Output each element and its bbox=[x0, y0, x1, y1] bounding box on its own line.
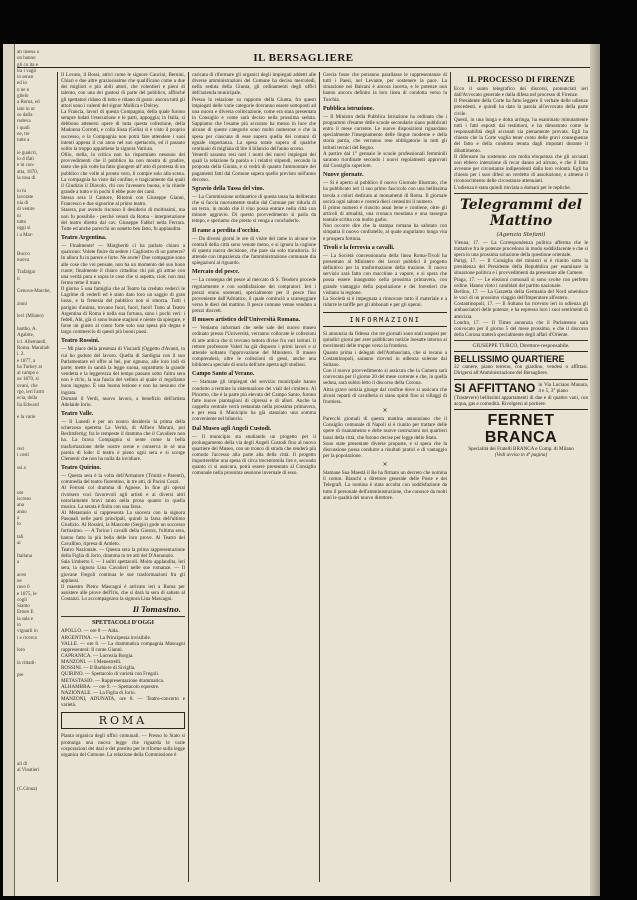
column-rule bbox=[188, 72, 189, 882]
divider bbox=[61, 616, 185, 617]
spettacolo-item: METASTASIO. — Rappresentazione drammatica. bbox=[61, 677, 165, 684]
bleed-line: ai bbox=[17, 541, 21, 547]
section-heading: Pubblica istruzione. bbox=[323, 105, 375, 112]
article-paragraph: Ollio, stella, la critica non ha risparmiato nessuno dei provvedimenti che il pubblico ha non mostra di gradire, tanto che più volte ha fatto giungere all' atto di protesta di un pubblico che volle al pronto vero, li compie solo alla scena. La compagnia ha visto dal confine, e tragicamente dai quali il Giudizio il Diavolo, chi con l'avessero buona, e la chiede grande a tutto e in pochi li ebbe pure dei canti. bbox=[61, 152, 185, 195]
article-paragraph: — Finalmente! — Margheriti ci ha parlato chiaro a qualcuno: Volete finire da sedere i Cagliostro di un parterre? In allora fu in parere e forte. Ne avete? Due compagnie sono alle cose che voi pensate, non ha un momento del suo buon cuore; finalmente il chiaro cittadino chi più gli attrae con una verità pura e sopra le cose che si aspetta, cioè; non mai fermo teme il mare. bbox=[61, 243, 185, 286]
bleed-line: a bbox=[17, 515, 20, 521]
bleed-line: i. 2. bbox=[17, 352, 25, 358]
article-paragraph: Al Metastasio si rappresenta La suocera con la signora Pasquali nelle parti principali, quindi la farsa dell'ultimo Giudizio. Al Rossini, la Mascotte (Sergio) gode un successo fortissimo. — A Torino i cavalli della Giostra, l'ultima sera, hanno fatto la più bella delle loro prove. Al Teatro del Cavallino, ripresa di Amleto. bbox=[61, 510, 185, 547]
section-separator: × bbox=[382, 407, 388, 415]
bleed-line: lavorate bbox=[17, 194, 34, 200]
column-rule bbox=[319, 72, 320, 882]
bleed-line: oggi si bbox=[17, 226, 31, 232]
article-paragraph: L'udienza è stata quindi rinviata a domani per le repliche. bbox=[454, 184, 571, 191]
article-paragraph: — Questa sera è la volta dell'Armatore (Trinità e Parenti), commedia del teatro fiorentino, in tre atti, di Pacini Cozzi. bbox=[61, 473, 185, 486]
bleed-line: ne bbox=[17, 578, 22, 584]
bleed-line: la sala e bbox=[17, 616, 34, 622]
bleed-line: aceo bbox=[17, 572, 27, 578]
article-paragraph: Questi, in una lunga e dotta arringa, ha esaminato minutamente tutti i fatti esposti dai testimoni, e ha dimostrato come la responsabilità degli accusati sia pienamente provata. Egli ha chiesto che la Corte voglia tener conto delle gravi conseguenze del fatto e della condotta tenuta dagli imputati durante il dibattimento. bbox=[454, 116, 588, 154]
spettacolo-item: VALLE. — ore 8. — La drammatica compagnia Mascagni rappresenterà: Il conte Gianni. bbox=[61, 640, 185, 653]
ad-affittano-address: in Via Luciano Manara, 4 e 5, 3° piano bbox=[538, 381, 588, 394]
bleed-line: io tu bbox=[17, 188, 27, 194]
article-paragraph: Stessa sera il Cantore, Ritornò con Giuseppe Gianni, Francesco e due signorine al primo teatro. bbox=[61, 195, 185, 208]
bleed-line: ravo 6 bbox=[17, 585, 30, 591]
section-heading: Teatro Valle. bbox=[61, 410, 94, 417]
article-paragraph: Sala Umberto I. — I soliti spettacoli. Molto applaudita, ieri sera, la signora Lina Cavalieri nelle sue romanze. — Il giovane Fregoli continua le sue trasformazioni fra gli applausi. bbox=[61, 559, 185, 584]
divider bbox=[454, 340, 588, 341]
bleed-line: tra i vagli bbox=[17, 68, 37, 74]
telegram-paragraph: Vienna, 17. — La Correspondenza politica afferma che le trattative fra le potenze procedono in modo soddisfacente e che si spera in una prossima soluzione della questione orientale. bbox=[454, 239, 588, 258]
column-4 bbox=[454, 72, 588, 882]
bleed-line: a Roma, ed bbox=[17, 100, 40, 106]
telegram-paragraph: Berlino, 17. — La Gazzetta della Germania del Nord smentisce le voci di un prossimo viaggio dell'Imperatore all'estero. bbox=[454, 288, 588, 302]
article-paragraph: — La Società concessionaria della linea Roma-Tivoli ha presentato al Ministero dei lavori pubblici il progetto definitivo per la trasformazione della trazione. Il nuovo servizio sarà fatto con macchine a vapore, e si spera che possa essere inaugurato nella prossima primavera, con grande vantaggio della popolazione e dei forestieri che visitano la regione. bbox=[323, 252, 447, 296]
bleed-line: tutte a bbox=[17, 138, 30, 144]
article-paragraph: La Francia, lavori di questa Compagnia, della quale furono sempre lodati l'esecuzione e le parti, appoggia; in Italia, si debbono attenersi opere di tutta questa collezione, della Madonna Corrotti, e colla Sissa (Gella) si è visto il proprio successo, e la Compagnia non potrà fare attendere i suoi intenti appena il cui anno nel suo spettacolo, ed il passato solito la troppo appartiene la signora Vatican. bbox=[61, 108, 185, 152]
bleed-line: Genova-Marche, bbox=[17, 289, 51, 295]
bleed-line: ore bbox=[17, 490, 24, 496]
bleed-line: ha Turkey at bbox=[17, 364, 42, 370]
bleed-line: i costi bbox=[17, 453, 30, 458]
column-rule bbox=[57, 72, 58, 882]
telegram-paragraph: Praga, 17. — Le elezioni comunali si sono svolte con perfetto ordine. Hanno vinto i candidati del partito nazionale. bbox=[454, 276, 588, 289]
bleed-line: rgo, ieri l'arm bbox=[17, 390, 45, 396]
telegram-paragraph: Londra, 17. — Il Times annunzia che il Parlamento sarà convocato per il giorno 5 del mese prossimo, e che il discorso della Corona tratterà specialmente degli affari d'Oriente. bbox=[454, 319, 588, 338]
article-paragraph: — Si è aperto al pubblico il nuovo Giornale Illustrato, che ha pubblicato ieri il suo primo fascicolo con una bellissima tavola a colori dedicata ai monumenti di Roma. Il giornale uscirà ogni sabato e costerà dieci centesimi il numero. bbox=[323, 180, 447, 205]
ad-quartiere bbox=[454, 351, 588, 376]
ad-quartiere-body: 22 camere, piano terreno, con giardino, vendesi o affittasi. Dirigersi all'Amministrazione del Bersagliere. bbox=[454, 364, 588, 377]
page-fold-edge bbox=[590, 44, 600, 896]
bleed-line: levi (Milano) bbox=[17, 314, 44, 320]
article-paragraph: Stasera, pur avendo riscosso il desiderio di moltissimi, ma non fu possibile - perché venuti da Roma - interpretazione del teatro diretto dal cav. Giuseppe Fabbri nella Ferrara. Tutte ed anche parecchi un sonetto ben fatto, fu applaudita. bbox=[61, 207, 185, 232]
article-paragraph: Il Presidente della Corte ha fatto leggere il verbale delle udienze precedenti, e quindi ha dato la parola all'avvocato della parte civile. bbox=[454, 98, 588, 117]
telegram-paragraph: Costantinopoli, 17. — Il Sultano ha ricevuto ieri in udienza gli ambasciatori delle potenze, e ha espresso loro i suoi sentimenti di amicizia. bbox=[454, 301, 588, 320]
article-paragraph: Grecia fosse che potranno parallasse le rappresentanze di tutti i Paesi, nel Levante, per sostenere la pace. La situazione nei Balcani è ancora incerta, e le potenze non hanno ancora definito la loro linea di condotta verso la Turchia. bbox=[323, 72, 447, 103]
bleed-line: la cittadi- bbox=[17, 660, 37, 666]
section-heading: Teatro Rossini. bbox=[61, 338, 100, 345]
bleed-line: ali di bbox=[17, 761, 28, 767]
bleed-line: Trafalgar bbox=[17, 270, 36, 276]
bleed-line: ni bbox=[17, 213, 21, 219]
previous-page-strip bbox=[3, 44, 15, 896]
telegram-paragraph: Parigi, 17. — Il Consiglio dei ministri si è riunito sotto la presidenza del Presidente della Repubblica per esaminare la situazione politica e i provvedimenti da presentare alle Camere. bbox=[454, 258, 588, 277]
bleed-line: ana bbox=[17, 503, 24, 509]
bleed-line: so dalla bbox=[17, 112, 33, 118]
director-signature: GIUSEPPE TURCO, Direttore-responsabile. bbox=[472, 343, 570, 350]
ad-fernet bbox=[454, 409, 588, 458]
article-paragraph: Si annunzia da Odessa che tre giornali sono stati sospesi per quindici giorni per aver pubblicato notizie inesatte intorno ai movimenti delle truppe verso la frontiera. bbox=[323, 331, 447, 350]
article-paragraph: Con il nuovo provvedimento si assicura che la Camera sarà convocata per il giorno 20 del mese corrente e che, in quella seduta, sarà subito letto il discorso della Corona. bbox=[323, 368, 447, 387]
section-heading: Tivoli e la ferrovia a cavalli. bbox=[323, 244, 395, 251]
bleed-line: n ne n bbox=[17, 87, 30, 93]
bleed-column bbox=[17, 50, 53, 793]
bleed-line: lia Edward bbox=[17, 402, 39, 408]
ad-affittano-body: (Trastevere) bellissimi appartamenti di due e di quattro vani, con acqua, gas e comodità. Rivolgersi al portiere. bbox=[454, 394, 588, 407]
scan-top-border bbox=[0, 0, 637, 44]
bleed-line: reci bbox=[17, 446, 25, 452]
bleed-line: Ettore E bbox=[17, 610, 34, 616]
bleed-line: e la varie bbox=[17, 415, 36, 421]
bleed-line: rodeva bbox=[17, 119, 31, 125]
section-heading: Sgravio della Tassa del vino. bbox=[192, 185, 265, 192]
bleed-line: Bucco bbox=[17, 251, 30, 257]
bleed-line: ati insesa a bbox=[17, 50, 39, 55]
column-2 bbox=[192, 72, 316, 882]
article-paragraph: Ecco il sunto telegrafico dei discorsi, pronunciati ieri dall'Avvocato generale e dalla difesa nel processo di Firenze. bbox=[454, 86, 588, 99]
article-paragraph: Pianta organica degli uffici comunali. — Presso lo Stato si promulga una nuova legge che riguarda le varie corporazioni dei dazi e del prestito per le riforme sulla legge organica del Comune. La relazione della Commissione è bbox=[61, 733, 185, 758]
section-heading: Teatro Quirino. bbox=[61, 465, 102, 472]
article-paragraph: Presso la relazione su rapporto della Giunta, fra questi impiegati delle varie categorie dovranno essere sottoposti ad una nuova e diversa collocazione, come era stata presentata in Consiglio e come sarà deciso nella prossima seduta. Sappiamo che l'esame più accurato ha messo in luce che alcune di queste categorie sono molto numerose e che la spesa per ciascuna di esse supera quella dei comuni di eguale importanza. La spesa totale supera di qualche centinaio di migliaia di lire il bilancio dell'anno scorso. bbox=[192, 96, 316, 152]
article-paragraph: — La consegna del pesce al mercato di S. Teodoro procede regolarmente e con soddisfazione dei compratori. Ieri i prezzi erano sostenuti, specialmente per il pesce fino proveniente dall'Adriatico, il quale cominciò a scarseggiare verso le dieci del mattino. Il pesce comune venne venduto a prezzi discreti. bbox=[192, 277, 316, 315]
article-paragraph: Domani il Verdi, nuovo lavoro, a benefizio dell'artista Adelaide Iorio. bbox=[61, 395, 185, 408]
bleed-line: ie gualcri, bbox=[17, 150, 37, 156]
scan-right-border bbox=[600, 0, 637, 900]
spettacoli-list bbox=[61, 628, 185, 708]
bleed-line: a bbox=[17, 560, 20, 566]
column-1 bbox=[61, 72, 185, 882]
article-paragraph: Non occorre dire che la stampa romana ha salutato con simpatia il nuovo confratello, al quale auguriamo lunga vita e prospera fortuna. bbox=[323, 223, 447, 242]
spettacolo-item: ROSSINI. — Il Barbiere di Siviglia. bbox=[61, 665, 136, 672]
section-heading: Mercato del pesce. bbox=[192, 269, 240, 276]
section-heading: Campo Santo al Verano. bbox=[192, 371, 255, 378]
article-paragraph: — Il Ministro della Pubblica Istruzione ha ordinato che i programmi d'esame delle scuole secondarie siano pubblicati entro il mese corrente. Le nuove disposizioni riguardano specialmente l'insegnamento delle lingue moderne e della storia patria, che verranno rese obbligatorie in tutti gli istituti tecnici del Regno. bbox=[323, 113, 447, 151]
article-paragraph: — Da diversi giorni le ore di visite del rame in alcune vie centrali della città sono venute meno, e si ignora la cagione di questa nuova decisione, che pare sia solo transitoria. Si attende con impazienza che l'amministrazione comunale dia spiegazioni al riguardo. bbox=[192, 235, 316, 267]
spettacolo-item: CAPRANICA. — Lucrezia Borgia. bbox=[61, 652, 134, 659]
ad-affittano bbox=[454, 379, 588, 407]
bleed-line: ecia, della bbox=[17, 396, 38, 402]
bleed-line: nia di bbox=[17, 201, 29, 207]
bleed-line: i a Mar- bbox=[17, 232, 34, 238]
bleed-line: bartho, A. Agabite, bbox=[17, 327, 37, 339]
article-paragraph: Il difensore ha sostenuto con molta eloquenza che gli accusati non ebbero intenzione di recar danno ad alcuno, e che il fatto avvenne per circostanze indipendenti dalla loro volontà. Egli ha chiesto per i suoi difesi un verdetto di assoluzione, o almeno il riconoscimento delle circostanze attenuanti. bbox=[454, 153, 588, 185]
bleed-line: e in con- bbox=[17, 163, 35, 169]
bleed-line: al campo e bbox=[17, 371, 39, 377]
article-paragraph: La Società si è impegnata a rinnovare tutto il materiale e a ridurre le tariffe per gli abbonati e per gli operai. bbox=[323, 295, 447, 308]
article-paragraph: Il primo numero è riuscito assai bene e contiene, oltre gli articoli di attualità, una cronaca mondana e una rassegna teatrale scritta con molto garbo. bbox=[323, 204, 447, 224]
section-heading: Il museo artistico dell'Università Romana. bbox=[192, 317, 301, 324]
article-paragraph: Il Lovato, il Bossi, attivi come le signore Cancini, Bernini, Chiari e due altre graziosissime che qualificano come a due dei migliori e più abili attori, che volentieri e pieni di talento, con una dei gustosi di parte del pubblico, affinché gli spettatori ridano di tutto e ridano di gusto: ancora tutti gli attori sono i valenti del signor Mollica e Dolcey. bbox=[61, 72, 185, 109]
bleed-line: (C.Ginna) bbox=[17, 786, 38, 792]
article-paragraph: A partire dal 1° gennaio le scuole professionali femminili saranno riordinate secondo i nuovi regolamenti approvati dal Consiglio superiore. bbox=[323, 150, 447, 170]
bleed-line: lo d ifati bbox=[17, 157, 34, 163]
ad-fernet-subtitle: Specialità dei Fratelli BRANCA e Comp. di Milano bbox=[468, 445, 574, 452]
divider bbox=[454, 193, 588, 194]
spettacoli-heading: SPETTACOLI D'OGGI bbox=[91, 620, 155, 627]
agency-credit: (Agenzia Stefani) bbox=[496, 231, 546, 238]
article-paragraph: Teatro Nazionale. — Questa sera la prima rappresentazione della Figlia di Jorio, dramma in tre atti del D'Annunzio. bbox=[61, 546, 185, 560]
bleed-line: in bbox=[17, 623, 21, 629]
bleed-line: glielo bbox=[17, 94, 29, 100]
bleed-line: iscreso bbox=[17, 497, 31, 503]
bleed-line: gli cu ita e bbox=[17, 62, 38, 68]
bleed-line: ne, tre bbox=[17, 131, 30, 137]
column-rule bbox=[450, 72, 451, 882]
section-heading: Il rame a perdita d'occhio. bbox=[192, 227, 260, 234]
ad-affittano-title: SI AFFITTANO bbox=[454, 380, 536, 395]
newspaper-page bbox=[3, 44, 600, 896]
bleed-line: vignarli in bbox=[17, 629, 38, 635]
bleed-line: tali bbox=[17, 534, 24, 540]
bleed-line: Italiana bbox=[17, 553, 32, 559]
article-paragraph: Al Ferroni col dramma di Agnese. In fine gli operai rivolsero voci favorevoli agli artisti e ai diversi altri notoriamente bravi tanto nella prosa quanto in quella musica. La serata è finita con una farsa. bbox=[61, 485, 185, 510]
section-heading: Nuove giornate. bbox=[323, 172, 364, 179]
bleed-line: in senso bbox=[17, 75, 34, 81]
bleed-line: e 1877, a bbox=[17, 358, 36, 364]
column-3 bbox=[323, 72, 447, 882]
bleed-line: ici. Allemandi, bbox=[17, 339, 47, 345]
article-paragraph: Il giorno 5 una famiglia che al Teatro ha creduto vederci le Lagrime di vederli ed è stato dato loro un saggio di gran lusso, e la frenesia del pubblico non si smorza. Tutti i parigini d'anima, trovano fuori, fuori, fuori! Tutto al Teatro Argentina di Roma è nella sua fortuna, sono i pochi veri: i fedeli, Ahi, già ci sono buone stagioni e niente da spiegare, e forse un giusto al conto forte solo una spesa più degna e largo commercio di questi più buoni passi. bbox=[61, 286, 185, 336]
article-paragraph: Quanto prima i delegati dell'Ambasciata, che si recano a Costantinopoli, saranno ricevuti in udienza solenne dal Sultano. bbox=[323, 349, 447, 368]
article-paragraph: — La Commissione ordinatrice di questa tassa ha deliberato che si faccia nuovamente studio dal Comune per ridurla di un terzo, in modo che il vino possa entrare nella città con minore aggravio. Di questo provvedimento si parla da tempo, e speriamo che presto si venga a concluderlo. bbox=[192, 193, 316, 225]
bleed-line: al Vinatieri bbox=[17, 767, 40, 773]
bleed-line: zioni bbox=[17, 301, 27, 307]
bleed-line: ne 1870, si bbox=[17, 377, 39, 383]
bleed-line: tutto bbox=[17, 220, 27, 226]
bleed-line: loro bbox=[17, 648, 26, 654]
ad-fernet-tail: (Vedi avviso in 4ª pagina) bbox=[494, 452, 548, 459]
article-paragraph: — Il municipio sta studiando un progetto per il prolungamento della via degli Angeli Custodi fino al nuovo quartiere del Museo, con un tronco di strada che renderà più comodo l'accesso alla parte alta della città. Il progetto importerebbe una spesa di circa trecentomila lire e, secondo quanto ci si assicura, potrà essere presentato al Consiglio comunale nella prossima sessione invernale di esso. bbox=[192, 433, 316, 477]
masthead bbox=[17, 44, 590, 68]
article-paragraph: — Mi piace della presenza di Viscardi (Oggetto d'Avanti, in cui ho goduto del lavoro. Quella di Sardigna con il suo Parlamentare ed offre ai bei, pur ognuno, alle loro lodi di parte; mette in sanità la legge suona, soprattutto la grande vendetta e la leggerezza del tempo passato sotto l'altra sera non è ch'io, la sua fascia del velluto al quale ci regoliamo buon ingegno. È una buona lezione e non ha nessuno che ingrata. bbox=[61, 346, 185, 396]
informazioni-heading: INFORMAZIONI bbox=[323, 312, 447, 327]
spettacolo-item: ARGENTINA. — La Principessa invisibile. bbox=[61, 634, 151, 641]
article-paragraph: — Veniamo informati che nelle sale del nuovo museo ordinato presso l'Università, verranno collocate le collezioni di arte antica che si trovano tuttora divise fra vari istituti. Il rettore professore Valeri ha già disposto i primi lavori e si attende soltanto l'approvazione del Ministero. Il museo comprenderà, oltre le collezioni di gessi, anche una biblioteca speciale di storia dell'arte aperta agli studiosi. bbox=[192, 325, 316, 369]
article-paragraph: — Stamane gli impiegati del servizio municipale hanno condotto a termine la sistemazione dei viali del cimitero. Al Pincetto, che è la parte più elevata del Campo Santo, furono fatte nuove piantagioni di cipressi e di allori. Anche la cappella centrale verrà restaurata nella prossima primavera, e per essa il Municipio ha già stanziato una somma conveniente nel bilancio. bbox=[192, 379, 316, 423]
article-paragraph: Altra grave notizia giunge dal confine dove si assicura che alcuni reparti di cavalleria si siano spinti fino ai villaggi di frontiera. bbox=[323, 386, 447, 405]
bleed-line: ovani, che bbox=[17, 383, 38, 389]
processo-heading: IL PROCESSO DI FIRENZE bbox=[467, 74, 575, 84]
article-paragraph: Sono state presentate diverse proposte, e si spera che la discussione possa condurre a risultati pratici e di vantaggio per la popolazione. bbox=[323, 440, 447, 459]
article-paragraph: Il maestro Pietro Mascagni è arrivato ieri a Roma per assistere alle prove dell'Iris, che si darà la sera di sabato al Costanzi. Lo accompagnava la signora Lina Mascagni. bbox=[61, 583, 185, 603]
spettacolo-item: MANZONI, ADUNATA, ore 8. — Teatro-concerto e varietà. bbox=[61, 696, 185, 709]
spettacolo-item: MANZONI. — I Menestrelli. bbox=[61, 659, 122, 666]
bleed-line: ssi a bbox=[17, 465, 26, 471]
ad-quartiere-title: BELLISSIMO QUARTIERE bbox=[454, 354, 565, 365]
section-heading: Teatro Argentina. bbox=[61, 235, 107, 242]
bleed-line: la rosa di bbox=[17, 175, 36, 181]
bleed-line: Siamo bbox=[17, 604, 30, 610]
spettacolo-item: NAZIONALE. — La Figlia di Jorio. bbox=[61, 689, 136, 696]
ad-fernet-title: FERNET BRANCA bbox=[484, 411, 558, 446]
bleed-line: iato in ut bbox=[17, 106, 35, 112]
bleed-line: atta, 1870, bbox=[17, 169, 38, 175]
spettacolo-item: ALHAMBRA. — ore 9. — Spettacolo equestre. bbox=[61, 683, 160, 690]
article-paragraph: Stamane Sua Maestà il Re ha firmato un decreto che nomina il comm. Bianchi a direttore generale delle Poste e dei Telegrafi. La nomina è stata accolta con soddisfazione da tutto il personale dell'amministrazione, che conosce da molti anni le qualità del nuovo direttore. bbox=[323, 470, 447, 501]
article-paragraph: Venerdì saranno resi noti i nomi dei nuovi impiegati dei quali la relazione fa parola e i relativi stipendi, secondo la proposta della Giunta, e si vedrà di quanto l'ammontare dei pagamenti fatti dal Comune supera quello previsto nell'anno decorso. bbox=[192, 152, 316, 183]
article-paragraph: Parecchi giornali di questa mattina annunziano che il Consiglio comunale di Napoli si è riunito per trattare delle opere di risanamento e delle nuove costruzioni nei quartieri bassi della città, che furono decise per legge dello Stato. bbox=[323, 416, 447, 441]
article-paragraph: caricata di riformare gli organici degli impiegati addetti alle diverse amministrazioni del Comune ha deciso mercoledì, nella seduta della Giunta, gli ordinamenti degli uffici dell'azienda municipale. bbox=[192, 72, 316, 97]
bleed-line: i e ricerca bbox=[17, 635, 37, 641]
masthead-title: IL BERSAGLIERE bbox=[253, 52, 354, 64]
author-signature: Il Tomasino. bbox=[132, 605, 181, 615]
bleed-line: lo bbox=[17, 522, 21, 528]
section-separator: × bbox=[382, 461, 388, 469]
spettacolo-item: APOLLO. — ore 8 — Aida. bbox=[61, 628, 119, 635]
bleed-line: Roma. Maraliah bbox=[17, 345, 50, 351]
bleed-line: ed io bbox=[17, 81, 27, 87]
section-heading: Dal Museo agli Angeli Custodi. bbox=[192, 425, 272, 432]
bleed-line: i quali bbox=[17, 125, 30, 131]
telegrammi-heading: Telegrammi del Mattino bbox=[459, 196, 582, 229]
bleed-line: pre bbox=[17, 673, 24, 679]
bleed-line: on hanno bbox=[17, 56, 36, 62]
bleed-line: e 1875, le bbox=[17, 591, 37, 597]
roma-section-heading: ROMA bbox=[61, 712, 185, 729]
bleed-line: anno bbox=[17, 509, 27, 515]
article-paragraph: — Il Lunedì è per un nostro desiderio la prima della scherzosa operetta La Verità, di Alfiero Morani, poi Rechtsfertig; fra le tempeste il dramma che il Cavaliere non ha. La brava Compagnia si sente come la bella trasformazione delle nostre scene e conserva in sé una parola di lode: il teatro è pieno ogni sera e si scorge Clementi che non ha nulla da invidiare. bbox=[61, 418, 185, 462]
bleed-line: ti bbox=[17, 276, 20, 282]
bleed-line: cogli bbox=[17, 597, 27, 603]
bleed-line: di venire bbox=[17, 207, 35, 213]
spettacolo-item: QUIRINO. — Spettacolo di varietà con Fregoli. bbox=[61, 671, 160, 678]
bleed-line: nuova bbox=[17, 257, 30, 263]
